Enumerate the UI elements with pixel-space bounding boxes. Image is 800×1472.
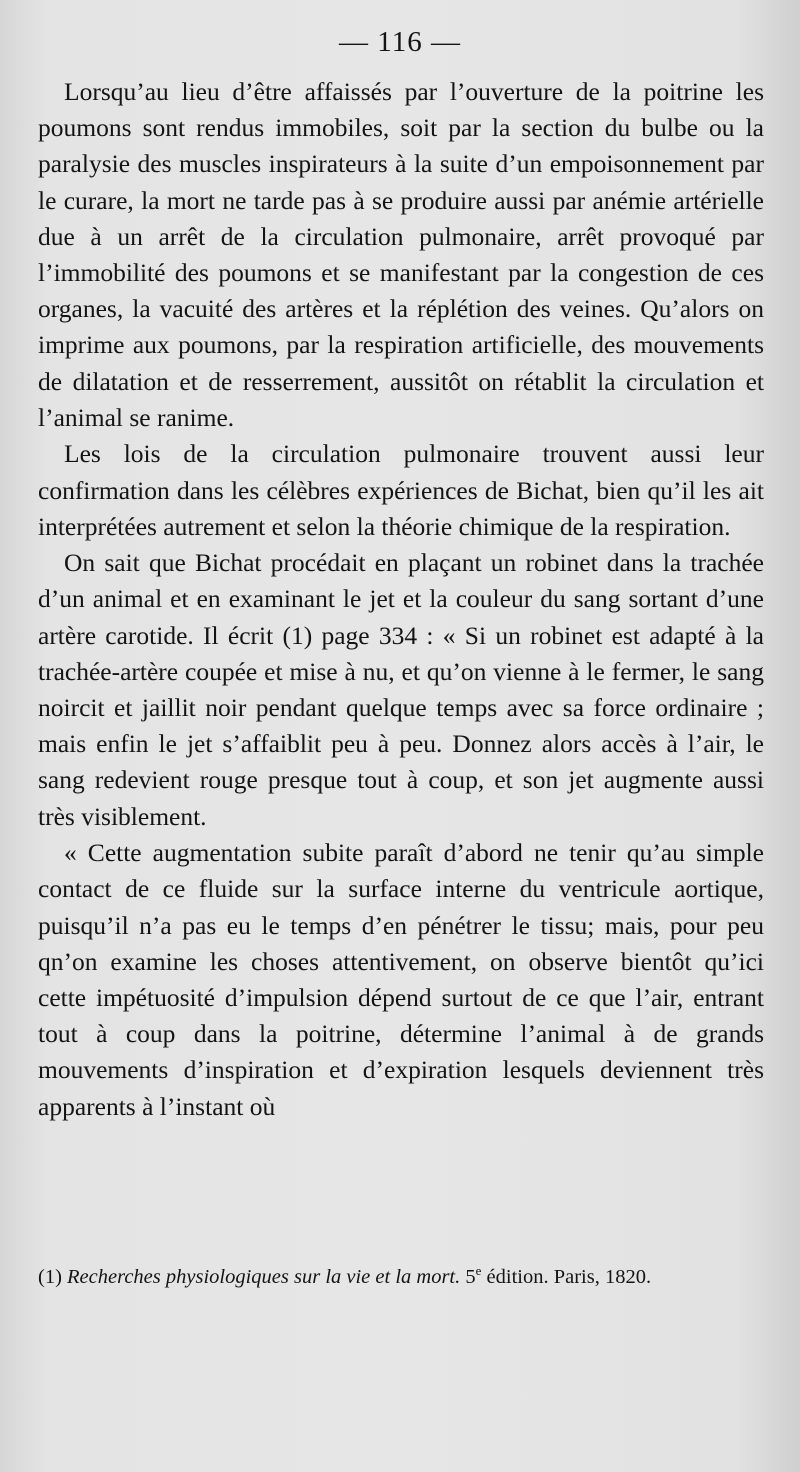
footnote-book-title: Recherches physiologiques sur la vie et la mort. (67, 1266, 461, 1288)
footnote-edition-number: 5 (465, 1266, 476, 1288)
paragraph-bichat-experiments: Les lois de la circulation pulmonaire trouvent aussi leur confirmation dans les célèbres expériences de Bichat, bien qu’il les ait interprétées autrement et selon la théorie chimique de la respiration. (38, 439, 764, 541)
page-number: — 116 — (339, 26, 461, 58)
body-text (38, 74, 764, 1125)
paragraph-bichat-procedure: On sait que Bichat procédait en plaçant un robinet dans la trachée d’un animal et en examinant le jet et la couleur du sang sortant d’une artère carotide. Il écrit (1) page 334 : « Si un robinet est adapté à la trachée-artère coupée et mise à nu, et qu’on vienne à le fermer, le sang noircit et jaillit noir pendant quelque temps avec sa force ordinaire ; mais enfin le jet s’affaiblit peu à peu. Donnez alors accès à l’air, le sang redevient rouge presque tout à coup, et son jet augmente aussi très visiblement. (38, 548, 764, 831)
paragraph-bichat-quotation: « Cette augmentation subite paraît d’abord ne tenir qu’au simple contact de ce fluide sur la surface interne du ventricule aortique, puisqu’il n’a pas eu le temps d’en pénétrer le tissu; mais, pour peu qn’on examine les choses attentivement, on observe bientôt qu’ici cette impétuosité d’impulsion dépend surtout de ce que l’air, entrant tout à coup dans la poitrine, détermine l’animal à de grands mouvements d’inspiration et d’expiration lesquels deviennent très apparents à l’instant où (38, 838, 764, 1121)
paragraph-pulmonary-immobility: Lorsqu’au lieu d’être affaissés par l’ouverture de la poitrine les poumons sont rendus immobiles, soit par la section du bulbe ou la paralysie des muscles inspirateurs à la suite d’un empoisonnement par le curare, la mort ne tarde pas à se produire aussi par anémie artérielle due à un arrêt de la circulation pulmonaire, arrêt provoqué par l’immobilité des poumons et se manifestant par la congestion de ces organes, la vacuité des artères et la réplétion des veines. Qu’alors on imprime aux poumons, par la respiration artificielle, des mouvements de dilatation et de resserrement, aussitôt on rétablit la circulation et l’animal se ranime. (38, 77, 764, 432)
footnote-edition-suffix: e (475, 1263, 482, 1279)
footnote (38, 1264, 764, 1290)
footnote-edition-details: édition. Paris, 1820. (486, 1266, 652, 1288)
footnote-marker: (1) (38, 1266, 62, 1288)
